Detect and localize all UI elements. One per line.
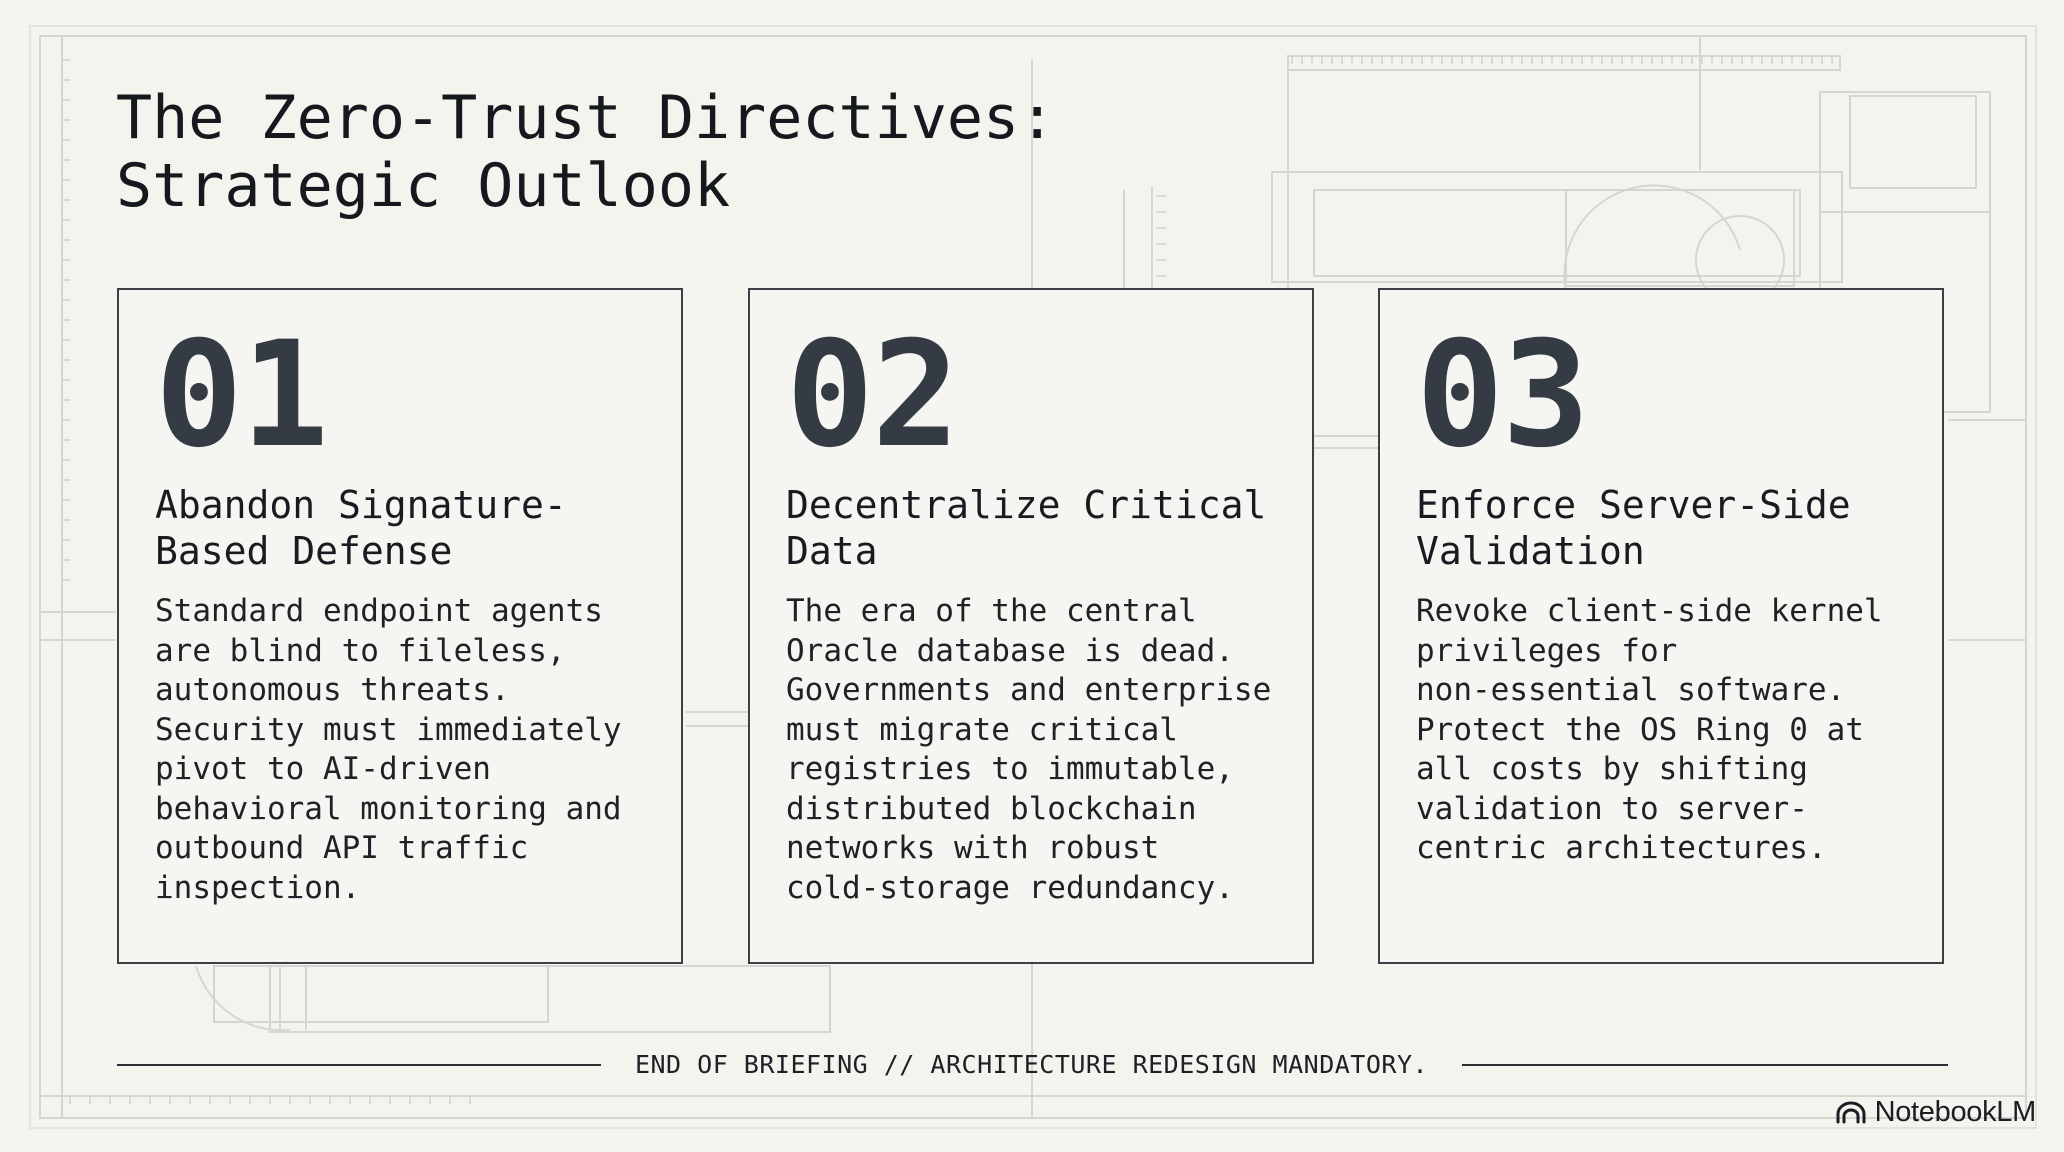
directive-number: 02 <box>786 310 958 480</box>
slide-title <box>116 84 1055 220</box>
directive-card-03 <box>1378 288 1944 964</box>
slide-title-line-1: The Zero-Trust Directives: <box>116 83 1056 153</box>
footer-text: END OF BRIEFING // ARCHITECTURE REDESIGN MANDATORY. <box>634 1050 1429 1079</box>
brand-name: NotebookLM <box>1874 1095 2036 1128</box>
directive-number: 03 <box>1416 310 1588 480</box>
notebooklm-brand <box>1835 1092 2036 1132</box>
directive-heading: Enforce Server-Side Validation <box>1416 483 1851 573</box>
footer-divider-right <box>1462 1064 1948 1066</box>
directive-heading: Decentralize Critical Data <box>786 483 1267 573</box>
directive-heading: Abandon Signature- Based Defense <box>155 483 567 573</box>
directive-number: 01 <box>155 310 327 480</box>
slide-title-line-2: Strategic Outlook <box>116 151 731 221</box>
notebooklm-logo-icon <box>1835 1099 1867 1125</box>
directive-card-01 <box>117 288 683 964</box>
directive-body: Revoke client-side kernel privileges for non-essential software. Protect the OS Ring 0 at all costs by shifting validation to server- centric architectures. <box>1416 593 1883 866</box>
directive-body: Standard endpoint agents are blind to fileless, autonomous threats. Security must immediately pivot to AI-driven behavioral monitoring and outbound API traffic inspection. <box>155 593 622 906</box>
directive-card-02 <box>748 288 1314 964</box>
directive-body: The era of the central Oracle database is dead. Governments and enterprise must migrate critical registries to immutable, distributed blockchain networks with robust cold-storage redundancy. <box>786 593 1272 906</box>
footer-divider-left <box>117 1064 601 1066</box>
